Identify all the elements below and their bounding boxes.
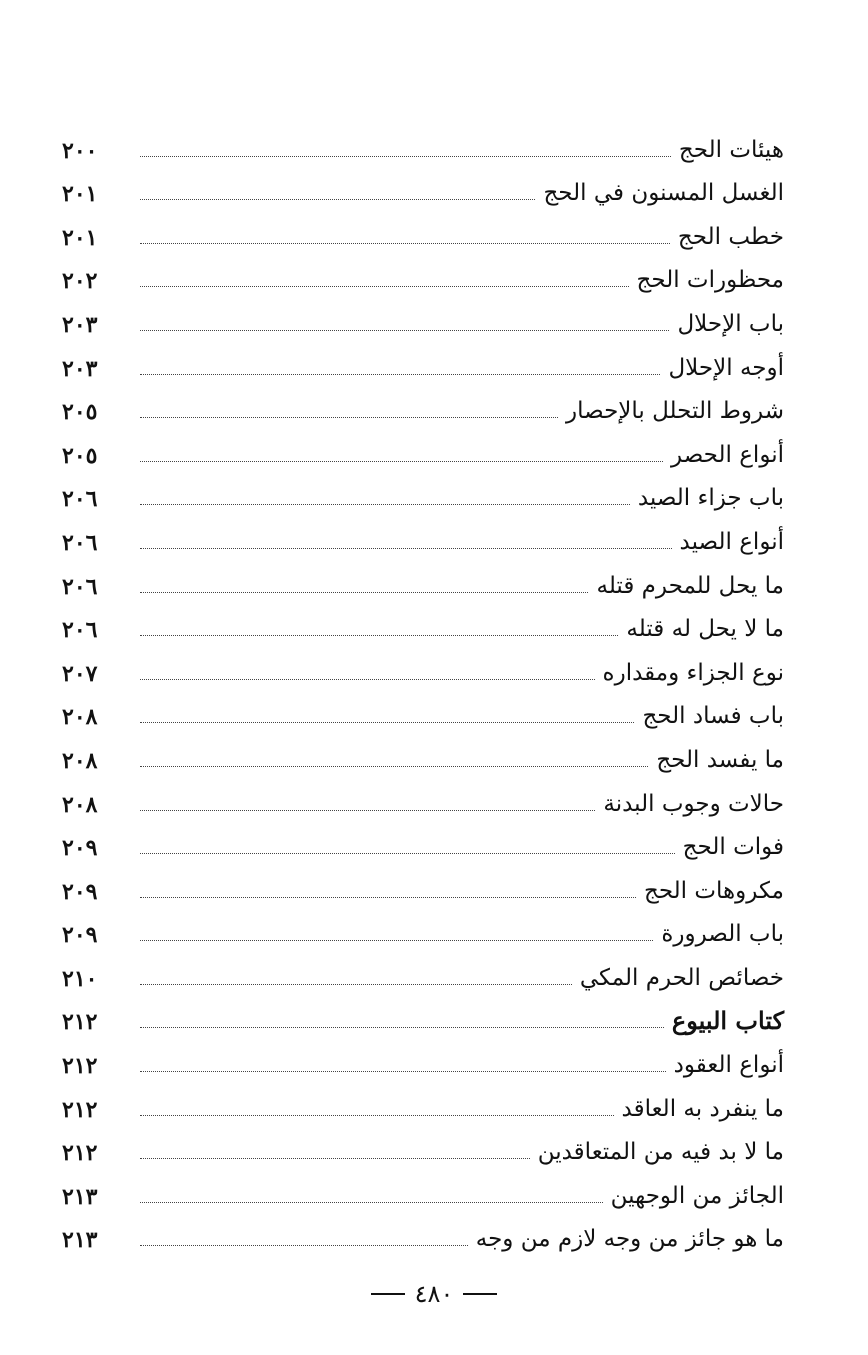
toc-row [62, 471, 784, 515]
toc-page-number: ٢٠٢ [62, 268, 98, 295]
toc-entry-title: أنواع الصيد [679, 528, 784, 555]
toc-entry-title: ما لا يحل له قتله [626, 616, 784, 643]
toc-entry-title: خصائص الحرم المكي [579, 964, 784, 991]
dot-leader [140, 1071, 666, 1072]
toc-page-number: ٢١٠ [62, 965, 98, 992]
dot-leader [140, 286, 629, 287]
toc-page-number: ٢١٣ [62, 1227, 98, 1254]
dot-leader [140, 1202, 603, 1203]
toc-entry-title: ما لا بد فيه من المتعاقدين [537, 1139, 784, 1166]
page-footer [0, 1278, 868, 1308]
dot-leader [140, 1245, 468, 1246]
toc-row [62, 296, 784, 340]
dot-leader [140, 504, 630, 505]
toc-page-number: ٢٠٥ [62, 399, 98, 426]
toc-page-number: ٢٠٩ [62, 922, 98, 949]
toc-row [62, 689, 784, 733]
toc-entry-title: باب الإحلال [677, 310, 784, 337]
toc-entry-title: هيئات الحج [678, 136, 784, 163]
toc-row [62, 950, 784, 994]
dot-leader [140, 1115, 614, 1116]
dot-leader [140, 330, 669, 331]
toc-entry-title: باب الصرورة [661, 921, 784, 948]
toc-page-number: ٢٠٧ [62, 660, 98, 687]
toc-entry-title: فوات الحج [682, 834, 784, 861]
footer-dash-left [371, 1293, 405, 1295]
dot-leader [140, 1027, 664, 1028]
toc-page-number: ٢٠٨ [62, 704, 98, 731]
dot-leader [140, 810, 595, 811]
dot-leader [140, 199, 535, 200]
toc-page-number: ٢٠١ [62, 181, 98, 208]
toc-row [62, 558, 784, 602]
toc-row [62, 1212, 784, 1256]
toc-row [62, 253, 784, 297]
dot-leader [140, 548, 672, 549]
footer-dash-right [463, 1293, 497, 1295]
toc-entry-title: خطب الحج [677, 223, 784, 250]
toc-row [62, 427, 784, 471]
toc-row [62, 514, 784, 558]
toc-row [62, 820, 784, 864]
toc-row [62, 1125, 784, 1169]
toc-row [62, 863, 784, 907]
toc-page-number: ٢٠٥ [62, 442, 98, 469]
toc-page-number: ٢٠٦ [62, 529, 98, 556]
toc-page-number: ٢٠٩ [62, 835, 98, 862]
toc-row [62, 994, 784, 1038]
toc-page-number: ٢٠٦ [62, 486, 98, 513]
toc-row [62, 602, 784, 646]
toc-row [62, 1037, 784, 1081]
dot-leader [140, 984, 572, 985]
dot-leader [140, 635, 618, 636]
toc-row [62, 1168, 784, 1212]
toc-row [62, 209, 784, 253]
toc-row [62, 122, 784, 166]
toc-entry-title: شروط التحلل بالإحصار [566, 398, 784, 425]
toc-page-number: ٢٠٠ [62, 137, 98, 164]
toc-row [62, 1081, 784, 1125]
dot-leader [140, 243, 670, 244]
toc-entry-title: الغسل المسنون في الحج [543, 180, 784, 207]
toc-page-number: ٢٠٩ [62, 878, 98, 905]
toc-page-number: ٢١٢ [62, 1140, 98, 1167]
toc-entry-title: مكروهات الحج [643, 877, 784, 904]
toc-page-number: ٢١٣ [62, 1183, 98, 1210]
dot-leader [140, 853, 675, 854]
toc-page-number: ٢٠٦ [62, 617, 98, 644]
toc-entry-title: ما هو جائز من وجه لازم من وجه [475, 1226, 784, 1253]
toc-chapter-title: كتاب البيوع [671, 1006, 784, 1036]
toc-row [62, 166, 784, 210]
toc-row [62, 776, 784, 820]
toc-row [62, 384, 784, 428]
dot-leader [140, 679, 595, 680]
toc-entry-title: نوع الجزاء ومقداره [602, 659, 784, 686]
table-of-contents [62, 122, 784, 1255]
toc-entry-title: ما يفسد الحج [656, 746, 784, 773]
dot-leader [140, 592, 588, 593]
toc-entry-title: ما ينفرد به العاقد [621, 1095, 784, 1122]
toc-row [62, 340, 784, 384]
toc-page-number: ٢١٢ [62, 1009, 98, 1036]
toc-page-number: ٢٠٣ [62, 311, 98, 338]
toc-page-number: ٢٠٦ [62, 573, 98, 600]
dot-leader [140, 940, 653, 941]
toc-entry-title: أنواع الحصر [671, 441, 784, 468]
dot-leader [140, 766, 648, 767]
toc-page-number: ٢٠٨ [62, 747, 98, 774]
dot-leader [140, 374, 660, 375]
toc-page-number: ٢٠٣ [62, 355, 98, 382]
dot-leader [140, 1158, 530, 1159]
toc-entry-title: الجائز من الوجهين [610, 1182, 784, 1209]
footer-page-number: ٤٨٠ [414, 1279, 454, 1308]
dot-leader [140, 722, 634, 723]
toc-entry-title: باب جزاء الصيد [637, 485, 784, 512]
toc-page-number: ٢١٢ [62, 1053, 98, 1080]
toc-entry-title: ما يحل للمحرم قتله [596, 572, 784, 599]
toc-row [62, 907, 784, 951]
dot-leader [140, 461, 663, 462]
toc-entry-title: أنواع العقود [673, 1052, 784, 1079]
toc-entry-title: باب فساد الحج [642, 703, 784, 730]
dot-leader [140, 156, 671, 157]
toc-entry-title: محظورات الحج [636, 267, 784, 294]
toc-row [62, 645, 784, 689]
dot-leader [140, 417, 558, 418]
toc-page-number: ٢١٢ [62, 1096, 98, 1123]
dot-leader [140, 897, 636, 898]
toc-page-number: ٢٠٨ [62, 791, 98, 818]
toc-row [62, 732, 784, 776]
toc-entry-title: أوجه الإحلال [668, 354, 784, 381]
toc-entry-title: حالات وجوب البدنة [603, 790, 784, 817]
toc-page-number: ٢٠١ [62, 224, 98, 251]
